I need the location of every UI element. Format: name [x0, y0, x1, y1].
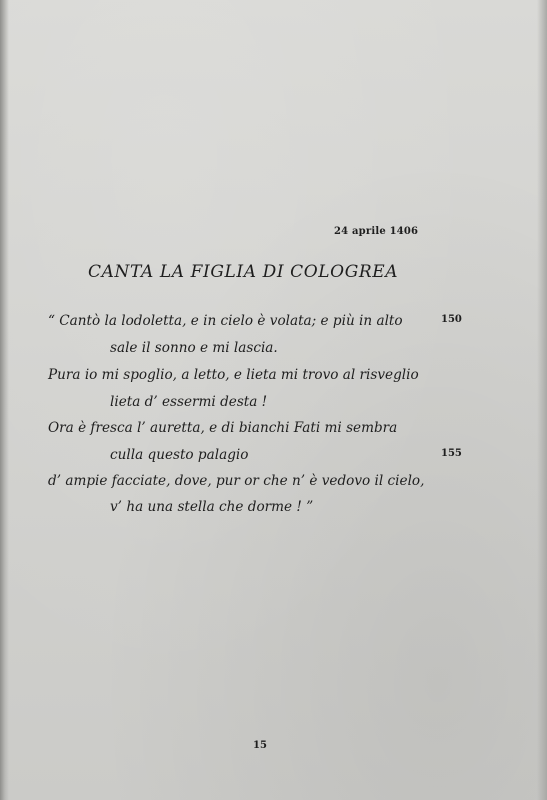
- poem-line: Pura io mi spoglio, a letto, e lieta mi trovo al risveglio: [48, 367, 419, 383]
- line-number: 155: [441, 448, 462, 459]
- poem-line: “ Cantò la lodoletta, e in cielo è volata; e più in alto: [48, 313, 403, 329]
- page-left-shadow: [0, 0, 9, 800]
- page-right-shadow: [537, 0, 547, 800]
- poem-date: 24 aprile 1406: [334, 226, 419, 237]
- poem-line: lieta d’ essermi desta !: [110, 394, 268, 410]
- page-number: 15: [253, 740, 267, 751]
- poem-title: CANTA LA FIGLIA DI COLOGREA: [88, 262, 399, 282]
- poem-line: sale il sonno e mi lascia.: [110, 340, 278, 356]
- poem-line: v’ ha una stella che dorme ! ”: [110, 499, 314, 515]
- poem-line: Ora è fresca l’ auretta, e di bianchi Fati mi sembra: [48, 420, 398, 436]
- line-number: 150: [441, 314, 462, 325]
- poem-line: culla questo palagio: [110, 447, 249, 463]
- poem-line: d’ ampie facciate, dove, pur or che n’ è vedovo il cielo,: [48, 473, 425, 489]
